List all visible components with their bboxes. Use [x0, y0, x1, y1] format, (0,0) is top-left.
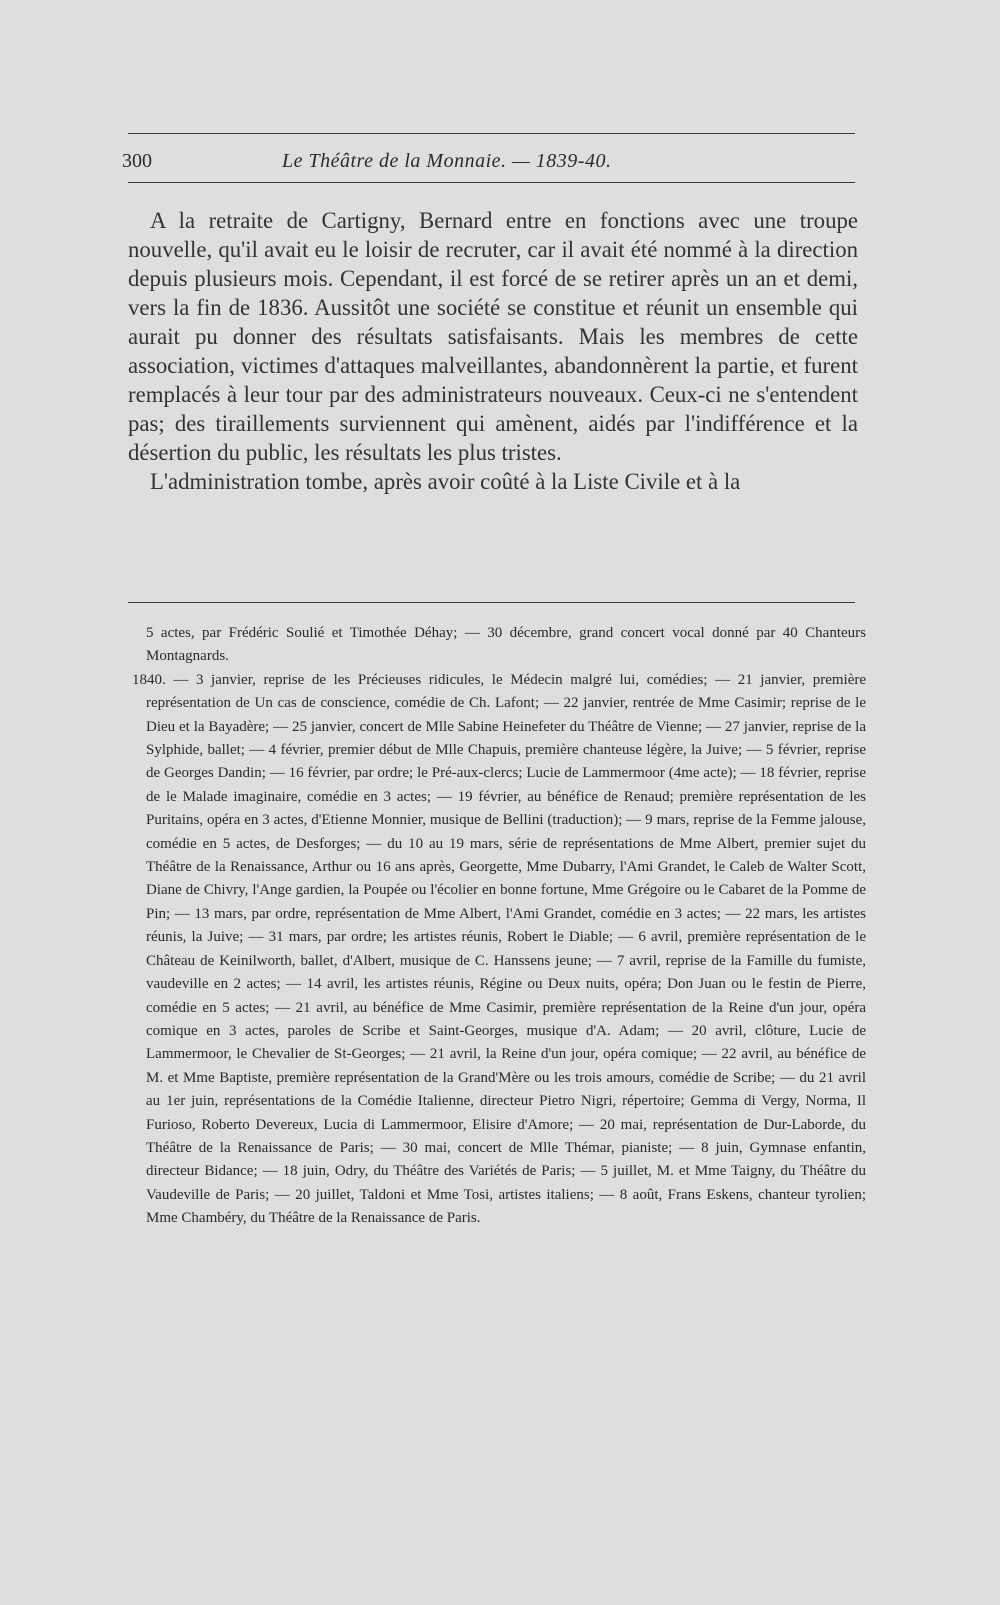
header-top-rule	[128, 133, 855, 134]
main-text	[128, 206, 858, 496]
page-number: 300	[122, 150, 152, 172]
footnotes	[132, 622, 866, 1231]
footnote-continuation: 5 actes, par Frédéric Soulié et Timothée Déhay; — 30 décembre, grand concert vocal donné par 40 Chanteurs Montagnards.	[146, 625, 866, 665]
footnote-separator	[128, 602, 855, 603]
paragraph: L'administration tombe, après avoir coûté à la Liste Civile et à la	[150, 469, 741, 494]
footnote-1840: 1840. — 3 janvier, reprise de les Précieuses ridicules, le Médecin malgré lui, comédies; — 21 janvier, première représentation de Un cas de conscience, comédie de Ch. Lafont; — 22 janvier, rentrée de Mme Casimir; reprise de le Dieu et la Bayadère; — 25 janvier, concert de Mlle Sabine Heinefeter du Théâtre de Vienne; — 27 janvier, reprise de la Sylphide, ballet; — 4 février, premier début de Mlle Chapuis, première chanteuse légère, la Juive; — 5 février, reprise de Georges Dandin; — 16 février, par ordre; le Pré-aux-clercs; Lucie de Lammermoor (4me acte); — 18 février, reprise de le Malade imaginaire, comédie en 3 actes; — 19 février, au bénéfice de Renaud; première représentation de les Puritains, opéra en 3 actes, d'Etienne Monnier, musique de Bellini (traduction); — 9 mars, reprise de la Femme jalouse, comédie en 5 actes, de Desforges; — du 10 au 19 mars, série de représentations de Mme Albert, premier sujet du Théâtre de la Renaissance, Arthur ou 16 ans après, Georgette, Mme Dubarry, l'Ami Grandet, le Caleb de Walter Scott, Diane de Chivry, l'Ange gardien, la Poupée ou l'écolier en bonne fortune, Mme Grégoire ou le Cabaret de la Pomme de Pin; — 13 mars, par ordre, représentation de Mme Albert, l'Ami Grandet, comédie en 3 actes; — 22 mars, les artistes réunis, la Juive; — 31 mars, par ordre; les artistes réunis, Robert le Diable; — 6 avril, première représentation de le Château de Keinilworth, ballet, d'Albert, musique de C. Hanssens jeune; — 7 avril, reprise de la Famille du fumiste, vaudeville en 2 actes; — 14 avril, les artistes réunis, Régine ou Deux nuits, opéra; Don Juan ou le festin de Pierre, comédie en 5 actes; — 21 avril, au bénéfice de Mme Casimir, première représentation de la Reine d'un jour, opéra comique en 3 actes, paroles de Scribe et Saint-Georges, musique d'A. Adam; — 20 avril, clôture, Lucie de Lammermoor, le Chevalier de St-Georges; — 21 avril, la Reine d'un jour, opéra comique; — 22 avril, au bénéfice de M. et Mme Baptiste, première représentation de la Grand'Mère ou les trois amours, comédie de Scribe; — du 21 avril au 1er juin, représentations de la Comédie Italienne, directeur Pietro Nigri, répertoire; Gemma di Vergy, Norma, Il Furioso, Roberto Devereux, Lucia di Lammermoor, Elisire d'Amore; — 20 mai, représentation de Dur-Laborde, du Théâtre de la Renaissance de Paris; — 30 mai, concert de Mlle Thémar, pianiste; — 8 juin, Gymnase enfantin, directeur Bidance; — 18 juin, Odry, du Théâtre des Variétés de Paris; — 5 juillet, M. et Mme Taigny, du Théâtre du Vaudeville de Paris; — 20 juillet, Taldoni et Mme Tosi, artistes italiens; — 8 août, Frans Eskens, chanteur tyrolien; Mme Chambéry, du Théâtre de la Renaissance de Paris.	[132, 671, 866, 1227]
header-bottom-rule	[128, 182, 855, 183]
running-title: Le Théâtre de la Monnaie. — 1839-40.	[282, 150, 612, 172]
paragraph: A la retraite de Cartigny, Bernard entre en fonctions avec une troupe nouvelle, qu'il avait eu le loisir de recruter, car il avait été nommé à la direction depuis plusieurs mois. Cependant, il est forcé de se retirer après un an et demi, vers la fin de 1836. Aussitôt une société se constitue et réunit un ensemble qui aurait pu donner des résultats satisfaisants. Mais les membres de cette association, victimes d'attaques malveillantes, abandonnèrent la partie, et furent remplacés à leur tour par des administrateurs nouveaux. Ceux-ci ne s'entendent pas; des tiraillements surviennent qui amènent, aidés par l'indifférence et la désertion du public, les résultats les plus tristes.	[128, 208, 858, 465]
page-header	[122, 150, 857, 180]
